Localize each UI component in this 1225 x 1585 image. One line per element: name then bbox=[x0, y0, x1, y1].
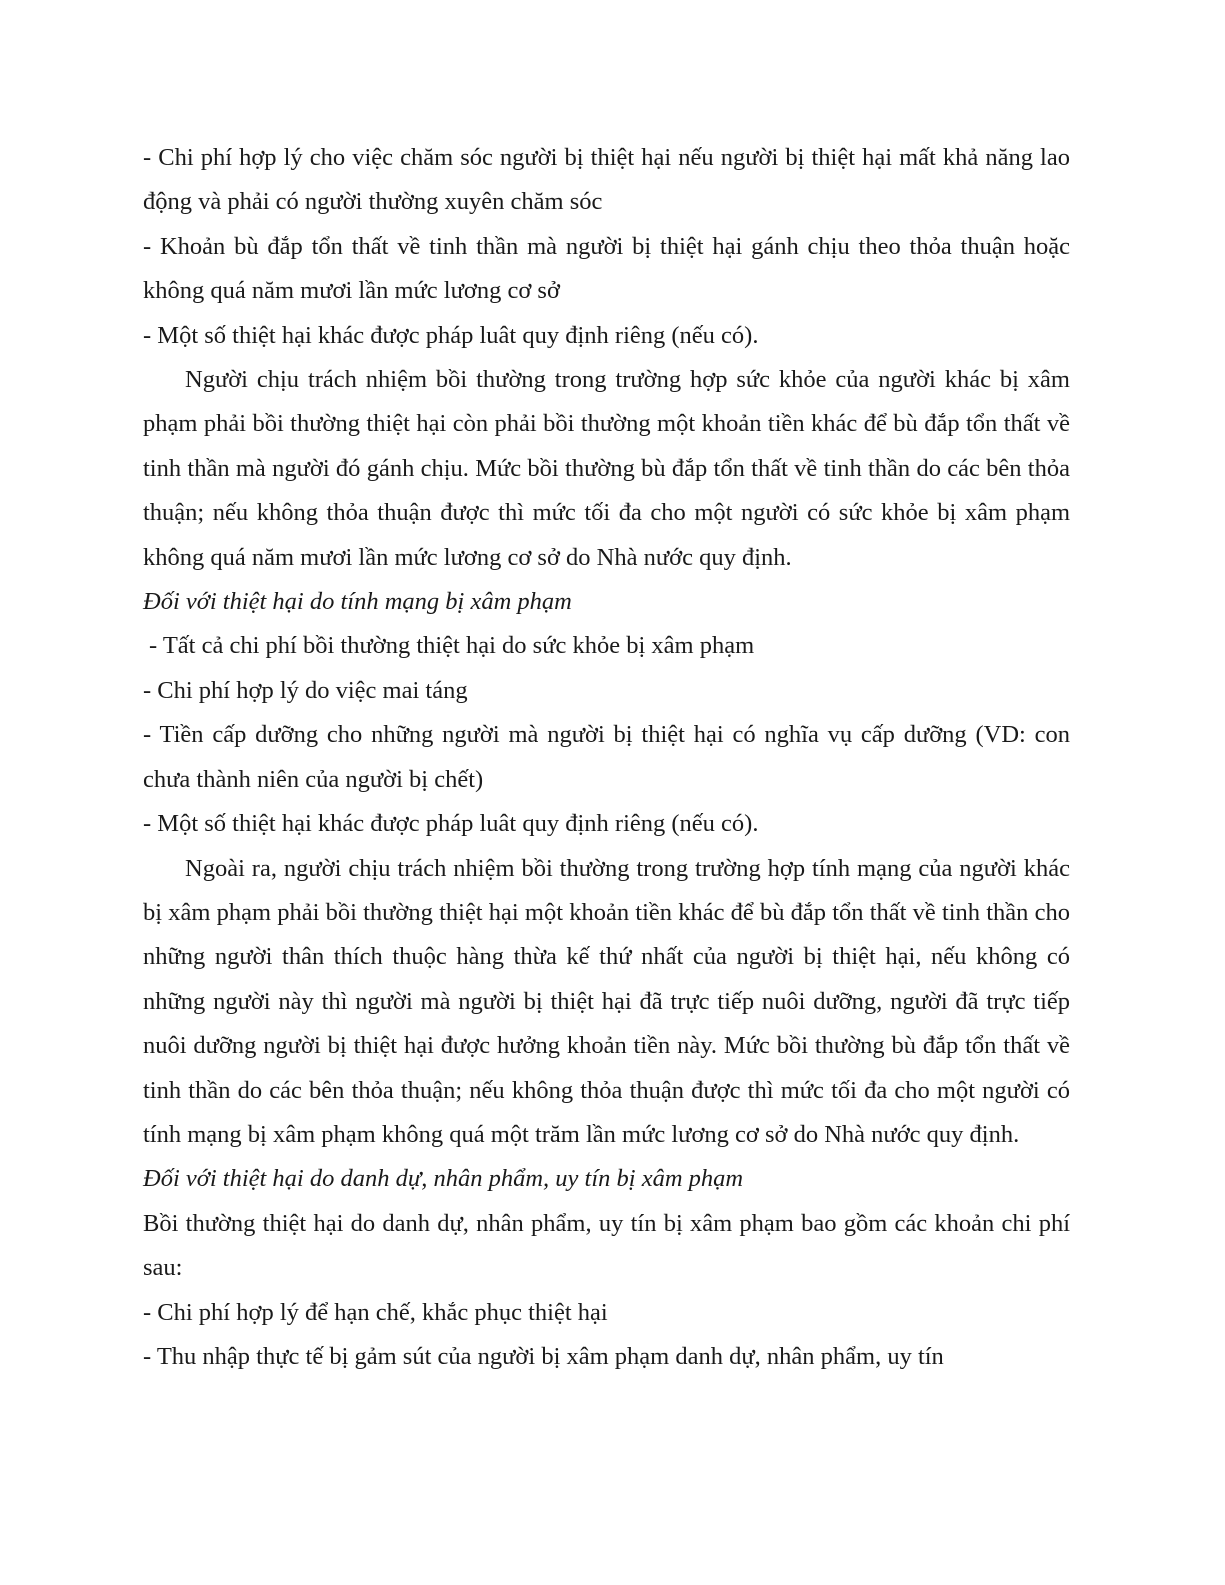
bullet-limit-damage-costs: - Chi phí hợp lý để hạn chế, khắc phục thiệt hại bbox=[143, 1298, 608, 1326]
document-body bbox=[143, 136, 1070, 1379]
bullet-support-payments: - Tiền cấp dưỡng cho những người mà người bị thiệt hại có nghĩa vụ cấp dưỡng (VD: con chưa thành niên của người bị chết) bbox=[143, 721, 1070, 793]
bullet-lost-income: - Thu nhập thực tế bị gảm sút của người bị xâm phạm danh dự, nhân phẩm, uy tín bbox=[143, 1342, 944, 1370]
paragraph-honor-costs-intro: Bồi thường thiệt hại do danh dự, nhân phẩm, uy tín bị xâm phạm bao gồm các khoản chi phí sau: bbox=[143, 1209, 1070, 1282]
bullet-mental-damage-compensation: - Khoản bù đắp tổn thất về tinh thần mà người bị thiệt hại gánh chịu theo thỏa thuận hoặc không quá năm mươi lần mức lương cơ sở bbox=[143, 232, 1070, 305]
bullet-all-health-costs: - Tất cả chi phí bồi thường thiệt hại do sức khỏe bị xâm phạm bbox=[149, 632, 755, 660]
heading-life-infringed: Đối với thiệt hại do tính mạng bị xâm phạm bbox=[143, 588, 572, 616]
bullet-other-damages-life: - Một số thiệt hại khác được pháp luât quy định riêng (nếu có). bbox=[143, 810, 759, 838]
heading-honor-infringed: Đối với thiệt hại do danh dự, nhân phẩm, uy tín bị xâm phạm bbox=[143, 1165, 744, 1193]
bullet-care-costs: - Chi phí hợp lý cho việc chăm sóc người bị thiệt hại nếu người bị thiệt hại mất khả năng lao động và phải có người thường xuyên chăm sóc bbox=[143, 144, 1070, 216]
paragraph-health-liability: Người chịu trách nhiệm bồi thường trong trường hợp sức khỏe của người khác bị xâm phạm phải bồi thường thiệt hại còn phải bồi thường một khoản tiền khác để bù đắp tổn thất về tinh thần mà người đó gánh chịu. Mức bồi thường bù đắp tổn thất về tinh thần do các bên thỏa thuận; nếu không thỏa thuận được thì mức tối đa cho một người có sức khỏe bị xâm phạm không quá năm mươi lần mức lương cơ sở do Nhà nước quy định. bbox=[143, 366, 1070, 571]
bullet-other-damages-health: - Một số thiệt hại khác được pháp luât quy định riêng (nếu có). bbox=[143, 321, 759, 349]
paragraph-life-liability: Ngoài ra, người chịu trách nhiệm bồi thường trong trường hợp tính mạng của người khác bị xâm phạm phải bồi thường thiệt hại một khoản tiền khác để bù đắp tổn thất về tinh thần cho những người thân thích thuộc hàng thừa kế thứ nhất của người bị thiệt hại, nếu không có những người này thì người mà người bị thiệt hại đã trực tiếp nuôi dưỡng, người đã trực tiếp nuôi dưỡng người bị thiệt hại được hưởng khoản tiền này. Mức bồi thường bù đắp tổn thất về tinh thần do các bên thỏa thuận; nếu không thỏa thuận được thì mức tối đa cho một người có tính mạng bị xâm phạm không quá một trăm lần mức lương cơ sở do Nhà nước quy định. bbox=[143, 854, 1070, 1148]
bullet-funeral-costs: - Chi phí hợp lý do việc mai táng bbox=[143, 676, 468, 704]
